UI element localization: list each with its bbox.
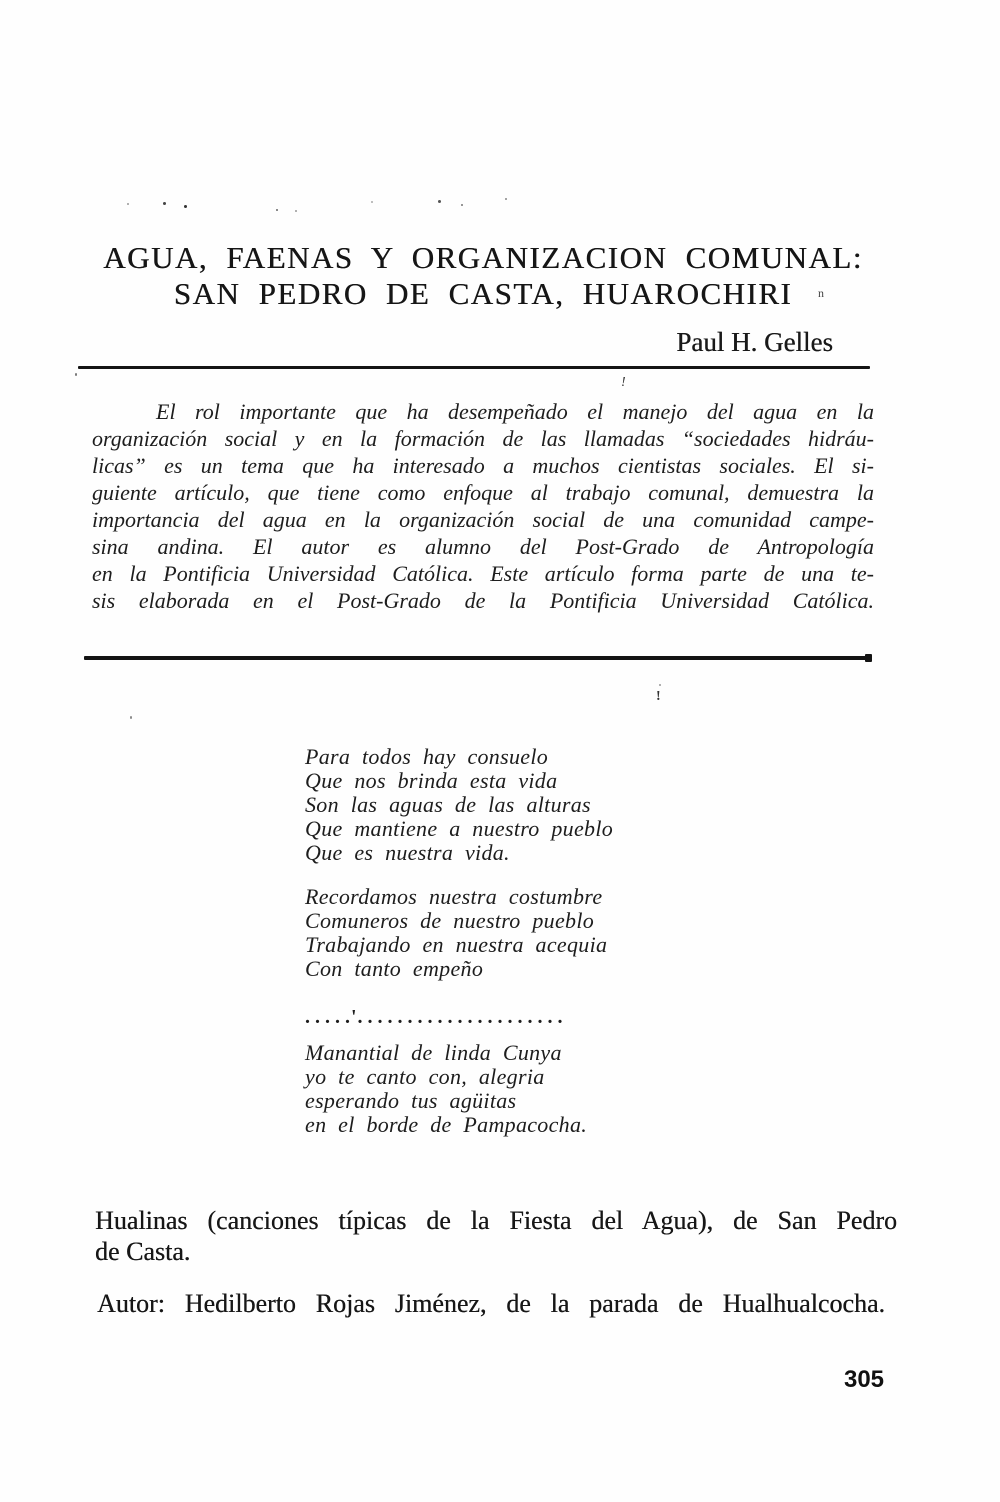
abstract-line: en la Pontificia Universidad Católica. Este artículo forma parte de una te- [92, 561, 874, 586]
separator-rule-bottom [84, 656, 870, 660]
page-number: 305 [843, 1366, 885, 1393]
scan-artifact-mark: ! [656, 689, 661, 704]
page-title-line-1: AGUA, FAENAS Y ORGANIZACION COMUNAL: [103, 240, 863, 275]
abstract-line: guiente artículo, que tiene como enfoque al trabajo comunal, demuestra la [92, 480, 874, 505]
abstract-line: sis elaborada en el Post-Grado de la Pontificia Universidad Católica. [92, 588, 874, 613]
page-title [90, 240, 876, 312]
poem-line: en el borde de Pampacocha. [305, 1112, 588, 1137]
caption-hualinas-line-1: Hualinas (canciones típicas de la Fiesta del Agua), de San Pedro [95, 1206, 897, 1235]
scan-speckle [505, 198, 507, 200]
separator-rule-top [78, 366, 870, 369]
poem-stanza-3 [305, 1041, 665, 1137]
poem-line: Comuneros de nuestro pueblo [305, 908, 595, 933]
scan-speckle [295, 210, 297, 212]
abstract-line: importancia del agua en la organización social de una comunidad campe- [92, 507, 874, 532]
scan-artifact-mark: n [818, 286, 824, 300]
poem-line: Para todos hay consuelo [305, 744, 549, 769]
poem-line: Que mantiene a nuestro pueblo [305, 816, 614, 841]
abstract-line: El rol importante que ha desempeñado el manejo del agua en la [156, 399, 874, 424]
scan-speckle [75, 373, 77, 376]
scan-speckle [163, 202, 166, 205]
poem-line: Que nos brinda esta vida [305, 768, 558, 793]
page-title-line-2: SAN PEDRO DE CASTA, HUAROCHIRI [173, 276, 793, 311]
poem-line: yo te canto con, alegria [305, 1064, 545, 1089]
scan-speckle [184, 205, 187, 208]
caption-hualinas [95, 1205, 897, 1267]
poem-line: Con tanto empeño [305, 956, 484, 981]
poem-line: Que es nuestra vida. [305, 840, 510, 865]
abstract-line: licas” es un tema que ha interesado a muchos cientistas sociales. El si- [92, 453, 874, 478]
poem-ellipsis-dots: . . . . .'. . . . . . . . . . . . . . . . . . . . . [305, 1006, 564, 1028]
poem-line: Manantial de linda Cunya [305, 1040, 562, 1065]
poem-line: Recordamos nuestra costumbre [305, 884, 603, 909]
abstract-paragraph [92, 398, 874, 614]
scan-speckle [130, 716, 132, 719]
scan-speckle [371, 201, 373, 203]
poem-stanza-2 [305, 885, 665, 981]
abstract-line: sina andina. El autor es alumno del Post-Grado de Antropología [92, 534, 874, 559]
abstract-line: organización social y en la formación de las llamadas “sociedades hidráu- [92, 426, 874, 451]
poem-line: Son las aguas de las alturas [305, 792, 591, 817]
scan-speckle [127, 203, 129, 205]
poem-line: esperando tus agüitas [305, 1088, 517, 1113]
scan-speckle [438, 200, 441, 203]
poem-block [305, 745, 665, 1137]
scan-speckle [276, 209, 278, 211]
author-name: Paul H. Gelles [676, 327, 833, 357]
caption-hualinas-line-2: de Casta. [95, 1237, 191, 1266]
poem-line: Trabajando en nuestra acequia [305, 932, 608, 957]
poem-stanza-1 [305, 745, 665, 865]
caption-author: Autor: Hedilberto Rojas Jiménez, de la parada de Hualhualcocha. [97, 1289, 885, 1318]
scan-speckle [659, 684, 661, 686]
scan-artifact-mark: ! [621, 375, 626, 390]
scan-speckle [461, 204, 463, 206]
